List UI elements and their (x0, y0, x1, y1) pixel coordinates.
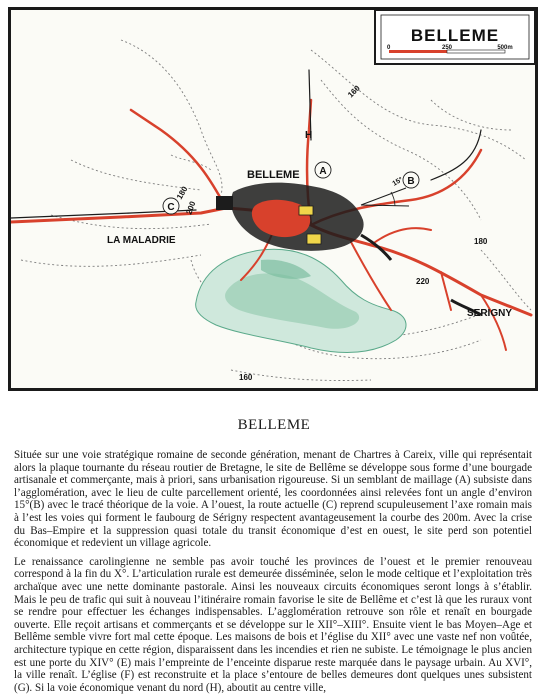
svg-text:200: 200 (184, 200, 198, 216)
town-map (11, 10, 535, 388)
la-maladrie-label: LA MALADRIE (107, 235, 176, 246)
marker-a (315, 162, 331, 178)
svg-text:15°: 15° (391, 176, 405, 188)
svg-text:180: 180 (174, 184, 190, 201)
map-cartouche (375, 10, 535, 64)
svg-text:220: 220 (416, 277, 430, 286)
caption-title: BELLEME (237, 417, 311, 433)
paragraph-2: Le renaissance carolingienne ne semble pas avoir touché les provinces de l’ouest et le premier renouveau correspond à la fin du X°. L’articulation rurale est demeurée disséminée, selon le mode celtique et l’exploitation très archaïque avec une nette dominante pastorale. Ainsi les nouveaux circuits économiques seront longs à s’établir. Mais le peu de trafic qui suit à nouveau l’itinéraire romain favorise le site de Bellême et c’est là que les ruraux vont se rendre pour effectuer les échanges indispensables. L’agglomération retrouve son rôle et renaît en bourgade ouverte. Elle reçoit artisans et commerçants et se développe sur le XII°–XIII°. Ensuite vient le bas Moyen–Age et Bellême semble vivre fort mal cette époque. Les maisons de bois et l’église du XII° avec une vaste nef non voûtée, architecture typique en cette région, disparaissent dans les incendies et rien ne subiste. Le témoignage le plus ancien est une porte du XIV° (E) mais l’empreinte de l’enceinte disparue reste marquée dans le paysage urbain. Au XVI°, la ville renaît. L’église (F) est reconstruite et la place s’entoure de belles demeures dont quelques unes subsistent (G). Si la voie économique venant du nord (H), aboutit au centre ville, (14, 555, 532, 694)
scale-mid: 250 (441, 45, 453, 51)
marker-b (403, 172, 419, 188)
town-label: BELLEME (247, 169, 300, 181)
marker-h: H (305, 130, 313, 141)
marker-c (163, 198, 179, 214)
paragraph-1: Située sur une voie stratégique romaine de seconde génération, menant de Chartres à Careix, ville qui représentait alors la plaque tournante du réseau routier de Bretagne, le site de Bellême se développe sous forme d’une bourgade artisanale et commerçante, mais à priori, sans urbanisation rigoureuse. Si un semblant de maillage (A) subsiste dans l’agglomération, avec le lieu de culte parcellement orienté, les coordonnées ainsi relevées font un angle d’environ 15°(B) avec le tracé théorique de la voie. A l’ouest, la route actuelle (C) reprend scupuleusement l’axe romain mais à l’est les voies qui forment le faubourg de Sérigny respectent avantageusement la courbe des 200m. Avec la crise du Bas–Empire et la suppression quasi totale du transit économique d’est en ouest, le site perd son potentiel économique et redevient un village agricole. (14, 449, 532, 550)
svg-text:160: 160 (239, 373, 253, 382)
scale-end: 500m (497, 45, 513, 51)
caption-text (14, 449, 532, 700)
scale-start: 0 (387, 45, 391, 51)
svg-text:180: 180 (474, 237, 488, 246)
svg-text:C: C (167, 202, 175, 213)
map-frame (8, 7, 538, 391)
svg-text:A: A (319, 166, 327, 177)
svg-text:160: 160 (346, 83, 362, 100)
map-title: BELLEME (410, 26, 500, 45)
serigny-label: SERIGNY (467, 308, 513, 319)
forest-area (196, 249, 406, 352)
svg-text:B: B (407, 176, 415, 187)
